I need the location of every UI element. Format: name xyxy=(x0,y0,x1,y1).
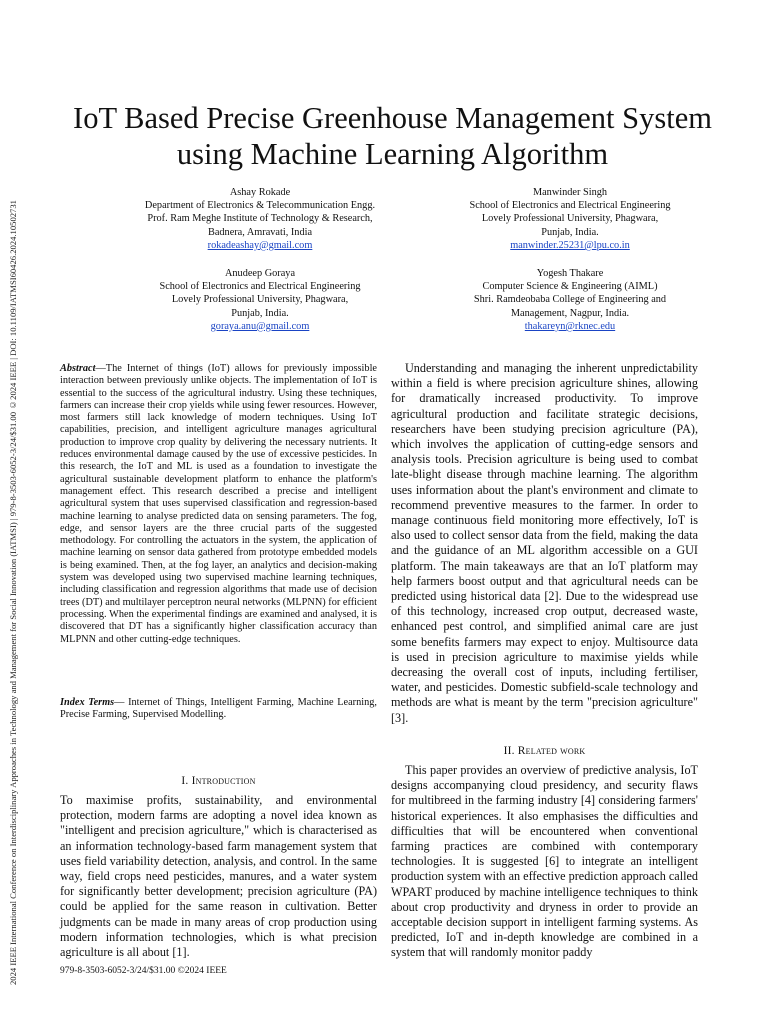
abstract xyxy=(60,363,377,646)
author-affiliation: Punjab, India. xyxy=(231,307,289,319)
author-affiliation: Shri. Ramdeobaba College of Engineering and xyxy=(473,294,667,306)
author-affiliation: Badnera, Amravati, India xyxy=(207,226,313,238)
copyright-footer: 979-8-3503-6052-3/24/$31.00 ©2024 IEEE xyxy=(60,966,227,976)
author-affiliation: Prof. Ram Meghe Institute of Technology & Research, xyxy=(147,213,373,225)
conference-citation-margin: 2024 IEEE International Conference on Interdisciplinary Approaches in Technology and Management for Social Innovation (IATMSI) | 979-8-3503-6052-3/24/$31.00 ©2024 IEEE | DOI: 10.1109/IATMSI60426.2024.10502731 xyxy=(8,200,18,985)
author-affiliation: School of Electronics and Electrical Engineering xyxy=(159,281,361,293)
author-email-link[interactable]: rokadeashay@gmail.com xyxy=(207,239,313,251)
author-affiliation: Punjab, India. xyxy=(541,226,599,238)
precision-agriculture-paragraph xyxy=(391,361,698,726)
author-affiliation: School of Electronics and Electrical Engineering xyxy=(469,200,671,212)
title-line-1: IoT Based Precise Greenhouse Management System xyxy=(73,101,712,135)
index-terms-lead: Index Terms xyxy=(60,697,115,708)
index-terms xyxy=(60,697,377,722)
paragraph: Understanding and managing the inherent unpredictability within a field is where precision agriculture shines, allowing for dramatically increased productivity. To improve agricultural production and facilitate strategic decisions, researchers have been studying precision agriculture (PA), which involves the application of cutting-edge sensors and analysis tools. Precision agriculture is being used to combat late-blight disease through machine learning. The algorithm uses information about the plant's environment and climate to recommend preventive measures to the farmer. In order to manage continuous field monitoring more effectively, IoT is also used to collect sensor data from the field, making the data and the guidance of an ML algorithm accessible on a GUI platform. The main takeaways are that an IoT platform may help farmers boost output and that agricultural needs can be predicted using historical data [2]. Due to the widespread use of this technology, increased crop output, decreased waste, enhanced pest control, and simplified animal care are just some benefits farmers may expect to enjoy. Multisource data is used in precision agriculture to maximise yields while decreasing the overall cost of inputs, including fertiliser, water, and pesticides. Domestic subfield-scale technology and methods are what is meant by the term "precision agriculture" [3]. xyxy=(391,361,698,725)
author-name: Anudeep Goraya xyxy=(224,268,296,279)
author-block-3 xyxy=(100,267,420,333)
section-heading-introduction: I. Introduction xyxy=(181,775,256,787)
author-affiliation: Management, Nagpur, India. xyxy=(510,307,630,319)
abstract-text: —The Internet of things (IoT) allows for previously impossible interaction between previously unlike objects. The implementation of IoT is essential to the success of the agricultural industry. Using these techniques, farmers can increase their crop yields while using fewer resources. However, most farmers still lack knowledge of modern techniques. Using IoT capabilities, precision, and intelligent agriculture manages agricultural production to improve crop quality by delivering the necessary nutrients. It reduces environmental damage caused by the use of excessive pesticides. In this research, the IoT and ML is used as a foundation to investigate the agricultural sustainable development platform to enhance the platform's management effect. This research described a precise and intelligent agricultural system that uses supervised classification and regression-based machine learning to analyse predicted data on sensing parameters. The fog, edge, and sensor layers are the three crucial parts of the suggested methodology. For controlling the actuators in the system, the application of machine learning on sensor data gathered from prototype embedded models is being examined. Then, at the fog layer, an analytics and decision-making system was developed using two supervised machine learning techniques, including classification and regression algorithms that made use of decision trees (DT) and multilayer perceptron neural networks (MLPNN) for efficient processing. When the experimental findings are examined and analysed, it is discovered that DT has a significantly higher classification accuracy than MLPNN and other cutting-edge techniques. xyxy=(60,363,377,645)
author-email-link[interactable]: goraya.anu@gmail.com xyxy=(210,320,310,332)
author-affiliation: Lovely Professional University, Phagwara, xyxy=(481,213,659,225)
author-affiliation: Computer Science & Engineering (AIML) xyxy=(482,281,658,293)
author-affiliation: Department of Electronics & Telecommunication Engg. xyxy=(144,200,376,212)
index-terms-text: — Internet of Things, Intelligent Farming, Machine Learning, Precise Farming, Supervised Modelling. xyxy=(60,697,377,721)
abstract-lead: Abstract xyxy=(60,363,96,374)
paper-title xyxy=(40,100,745,172)
author-block-2 xyxy=(440,186,700,252)
author-block-1 xyxy=(100,186,420,252)
paragraph: This paper provides an overview of predictive analysis, IoT designs accompanying cloud presidency, and security flaws for multibreed in the farming industry [4] considering farmers' historical experiences. It also emphasises the difficulties and difficulties that will be encountered when conventional farming practices are combined with contemporary technologies. It is suggested [6] to integrate an intelligent production system with an effective prediction approach called WPART produced by machine intelligence techniques to think about crop productivity and dryness in order to provide an acceptable decision support in intelligent farming systems. As predicted, IoT and in-depth knowledge are combined in a system that will randomly monitor paddy xyxy=(391,763,698,960)
title-line-2: using Machine Learning Algorithm xyxy=(176,137,609,171)
related-work-text xyxy=(391,763,698,961)
author-block-4 xyxy=(440,267,700,333)
author-email-link[interactable]: manwinder.25231@lpu.co.in xyxy=(510,239,630,251)
author-name: Manwinder Singh xyxy=(532,187,608,198)
author-name: Yogesh Thakare xyxy=(536,268,604,279)
section-heading-related-work: II. Related work xyxy=(503,745,586,757)
author-name: Ashay Rokade xyxy=(229,187,291,198)
introduction-text xyxy=(60,793,377,960)
author-email-link[interactable]: thakareyn@rknec.edu xyxy=(524,320,616,332)
paragraph: To maximise profits, sustainability, and environmental protection, modern farms are adopting a novel idea known as "intelligent and precision agriculture," which is characterised as an information technology-based farm management system that uses field variability detection, analysis, and control. In the same way, field crops need pesticides, manures, and a water system for significantly better development; precision agriculture (PA) could be applied for the same reason in cultivation. Better judgments can be made in many areas of crop production using modern information technologies, which is what precision agriculture is all about [1]. xyxy=(60,793,377,960)
author-affiliation: Lovely Professional University, Phagwara, xyxy=(171,294,349,306)
